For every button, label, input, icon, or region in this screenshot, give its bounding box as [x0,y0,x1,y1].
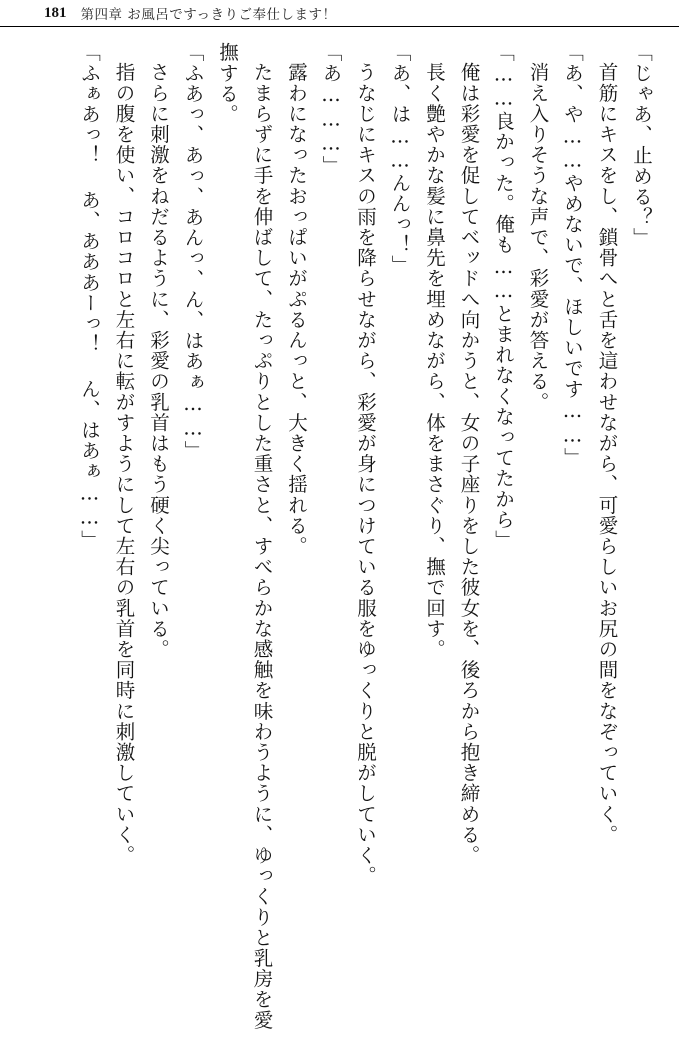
text-line: 「あ、は……んんっ！」 [388,42,412,276]
text-line: 「あ、や……やめないで、ほしいです……」 [561,42,584,468]
text-line: 「じゃあ、止める？」 [630,42,653,248]
chapter-title: 第四章 お風呂ですっきりご奉仕します！ [80,7,337,23]
text-line: 指の腹を使い、コロコロと左右に転がすようにして左右の乳首を同時に刺激していく。 [112,61,136,865]
text-line: 俺は彩愛を促してベッドへ向かうと、女の子座りをした彼女を、後ろから抱き締める。 [457,61,481,865]
text-line: 長く艶やかな髪に鼻先を埋めながら、体をまさぐり、撫で回す。 [423,61,446,659]
text-line: 首筋にキスをし、鎖骨へと舌を這わせながら、可愛らしいお尻の間をなぞっていく。 [595,61,619,845]
vertical-text-block [22,42,658,1042]
text-line: 「ふあっ、あっ、あんっ、ん、はあぁ……」 [181,42,205,461]
text-line: 露わになったおっぱいがぷるんっと、大きく揺れる。 [285,61,308,556]
text-line: うなじにキスの雨を降らせながら、彩愛が身につけている服をゆっくりと脱がしていく。 [354,61,377,886]
page-number: 181 [44,4,67,21]
text-line: 消え入りそうな声で、彩愛が答える。 [526,61,550,412]
running-header [0,0,679,26]
text-line: さらに刺激をねだるように、彩愛の乳首はもう硬く尖っている。 [147,61,170,659]
text-line: たまらずに手を伸ばして、たっぷりとした重さと、すべらかな感触を味わうように、ゆっくりと乳房を愛撫する。 [216,42,274,1030]
text-line: 「あ………」 [319,42,343,177]
text-line: 「ふぁあっ！ あ、あああーっ！ ん、はあぁ……」 [78,42,101,551]
text-line: 「……良かった。俺も……とまれなくなってたから」 [492,42,515,551]
page-body [22,42,658,1042]
header-divider [0,26,679,27]
